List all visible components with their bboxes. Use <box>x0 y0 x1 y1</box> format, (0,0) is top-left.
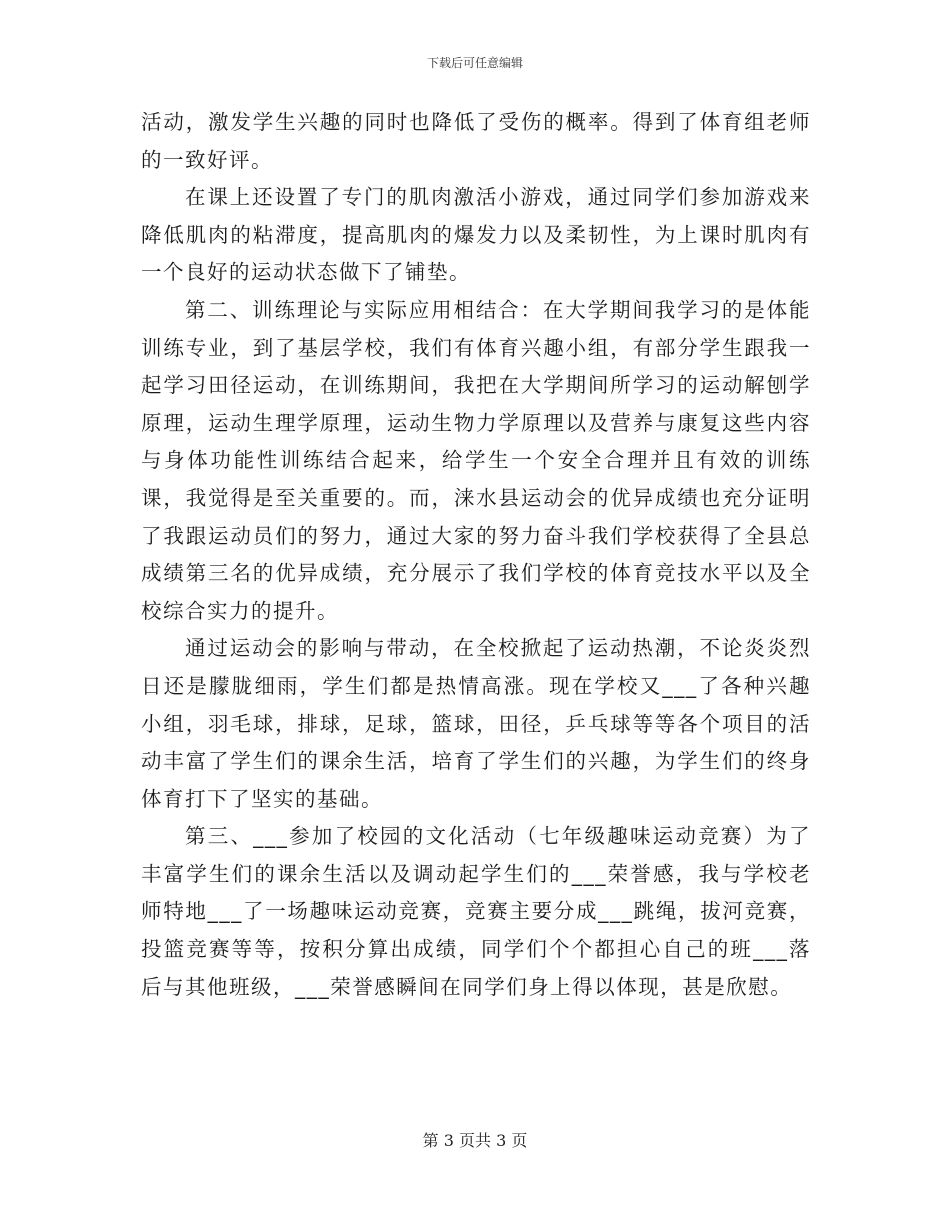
paragraph-campus-activities: 第三、___参加了校园的文化活动（七年级趣味运动竞赛）为了丰富学生们的课余生活以及调动起学生们的___荣誉感，我与学校老师特地___了一场趣味运动竞赛，竞赛主要分成___跳绳，拔河竞赛，投篮竞赛等等，按积分算出成绩，同学们个个都担心自己的班___落后与其他班级，___荣誉感瞬间在同学们身上得以体现，甚是欣慰。 <box>141 824 811 999</box>
paragraph-theory-practice: 第二、训练理论与实际应用相结合：在大学期间我学习的是体能训练专业，到了基层学校，我们有体育兴趣小组，有部分学生跟我一起学习田径运动，在训练期间，我把在大学期间所学习的运动解刨学原理，运动生理学原理，运动生物力学原理以及营养与康复这些内容与身体功能性训练结合起来，给学生一个安全合理并且有效的训练课，我觉得是至关重要的。而，涞水县运动会的优异成绩也充分证明了我跟运动员们的努力，通过大家的努力奋斗我们学校获得了全县总成绩第三名的优异成绩，充分展示了我们学校的体育竞技水平以及全校综合实力的提升。 <box>141 297 811 623</box>
header-note: 下载后可任意编辑 <box>426 56 523 70</box>
paragraph-sports-interest: 通过运动会的影响与带动，在全校掀起了运动热潮，不论炎炎烈日还是朦胧细雨，学生们都是热情高涨。现在学校又___了各种兴趣小组，羽毛球，排球，足球，篮球，田径，乒乓球等等各个项目的活动丰富了学生们的课余生活，培育了学生们的兴趣，为学生们的终身体育打下了坚实的基础。 <box>141 636 811 811</box>
paragraph-continuation: 活动，激发学生兴趣的同时也降低了受伤的概率。得到了体育组老师的一致好评。 <box>141 110 811 172</box>
document-body <box>141 104 811 1006</box>
page-number: 第 3 页共 3 页 <box>422 1131 528 1150</box>
paragraph-warmup-games: 在课上还设置了专门的肌肉激活小游戏，通过同学们参加游戏来降低肌肉的粘滞度，提高肌肉的爆发力以及柔韧性，为上课时肌肉有一个良好的运动状态做下了铺垫。 <box>141 185 811 285</box>
